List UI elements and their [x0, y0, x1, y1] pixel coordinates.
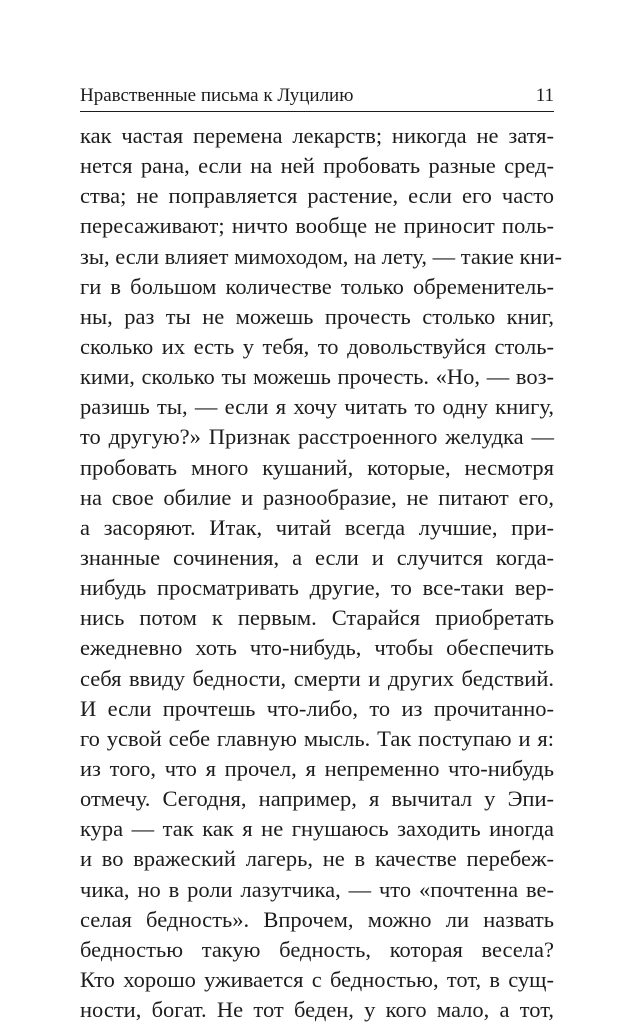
- text-line: пересаживают; ничто вообще не приносит поль-: [80, 213, 554, 239]
- text-line: селая бедность». Впрочем, можно ли назвать: [80, 906, 554, 932]
- text-line: то другую?» Признак расстроенного желудка —: [80, 424, 554, 450]
- text-line: из того, что я прочел, я непременно что-нибудь: [80, 755, 554, 781]
- text-line: нись потом к первым. Старайся приобретать: [80, 605, 554, 631]
- text-line: отмечу. Сегодня, например, я вычитал у Эпи-: [80, 786, 554, 812]
- page-number: 11: [535, 85, 554, 106]
- running-head: [80, 82, 554, 110]
- text-line: себя ввиду бедности, смерти и других бедствий.: [80, 665, 554, 691]
- text-line: и во вражеский лагерь, не в качестве перебеж-: [80, 846, 554, 872]
- text-line: И если прочтешь что-либо, то из прочитанно-: [80, 695, 554, 721]
- text-line: знанные сочинения, а если и случится когда-: [80, 544, 554, 570]
- body-text: [80, 121, 562, 1025]
- running-title: Нравственные письма к Луцилию: [80, 85, 354, 106]
- text-line: ежедневно хоть что-нибудь, чтобы обеспечить: [80, 635, 554, 661]
- text-line: кими, сколько ты можешь прочесть. «Но, — воз-: [80, 364, 554, 390]
- text-line: чика, но в роли лазутчика, — что «почтенна ве-: [80, 876, 554, 902]
- text-line: а засоряют. Итак, читай всегда лучшие, при-: [80, 514, 554, 540]
- text-line: ны, раз ты не можешь прочесть столько книг,: [80, 303, 554, 329]
- text-line: нется рана, если на ней пробовать разные сред-: [80, 153, 554, 179]
- text-line: разишь ты, — если я хочу читать то одну книгу,: [80, 394, 554, 420]
- text-line: нибудь просматривать другие, то все-таки вер-: [80, 575, 554, 601]
- text-line: го усвой себе главную мысль. Так поступаю и я:: [80, 725, 554, 751]
- text-line: ги в большом количестве только обременитель-: [80, 273, 554, 299]
- text-line: Кто хорошо уживается с бедностью, тот, в сущ-: [80, 966, 554, 992]
- text-line: пробовать много кушаний, которые, несмотря: [80, 454, 554, 480]
- header-rule: [80, 111, 554, 112]
- text-line: бедностью такую бедность, которая весела?: [80, 936, 554, 962]
- text-line: сколько их есть у тебя, то довольствуйся столь-: [80, 333, 554, 359]
- text-line: зы, если влияет мимоходом, на лету, — такие кни-: [80, 243, 562, 269]
- text-line: как частая перемена лекарств; никогда не затя-: [80, 123, 554, 148]
- text-line: кура — так как я не гнушаюсь заходить иногда: [80, 816, 554, 842]
- text-line: на свое обилие и разнообразие, не питают его,: [80, 484, 554, 510]
- text-line: ности, богат. Не тот беден, у кого мало, а тот,: [80, 997, 554, 1023]
- text-line: ства; не поправляется растение, если его часто: [80, 183, 554, 209]
